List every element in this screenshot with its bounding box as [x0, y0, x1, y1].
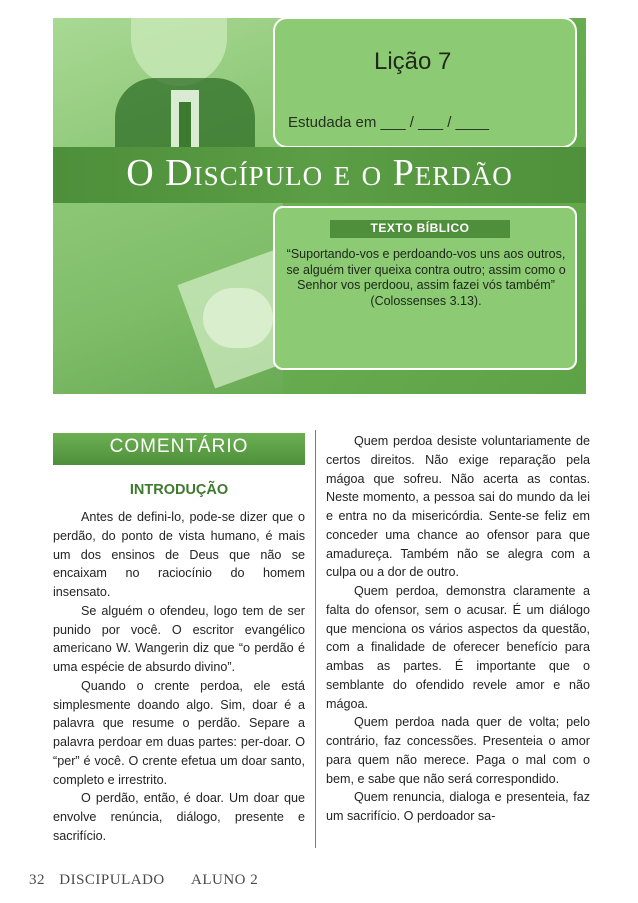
bible-quote — [282, 247, 570, 309]
lesson-number: Lição 7 — [374, 48, 452, 75]
level-name: ALUNO 2 — [191, 872, 259, 888]
page-footer — [29, 872, 258, 889]
paragraph: Quem perdoa nada quer de volta; pelo contrário, faz concessões. Presenteia o amor para quem não merece. Paga o mal com o bem, e sabe que não será correspondido. — [326, 715, 590, 786]
studied-date-line: Estudada em ___ / ___ / ____ — [288, 114, 489, 131]
paragraph: Quem perdoa, demonstra claramente a falta do ofensor, sem o acusar. É um diálogo que menciona os vários aspectos da questão, com a finalidade de oferecer benefício para ambas as partes. É importante que o semblante do ofendido revele amor e não mágoa. — [326, 584, 590, 711]
column-divider — [315, 430, 316, 848]
paragraph: Quem perdoa desiste voluntariamente de certos direitos. Não exige reparação pela mágoa que sofreu. Não acerta as contas. Neste momento, a pessoa sai do mundo da lei e entra no da misericórdia. Sente-se feliz em conceder uma chance ao ofensor para que amadureça. Também não se alegra com a culpa ou a dor de outro. — [326, 434, 590, 580]
left-column — [53, 508, 305, 846]
intro-heading: INTRODUÇÃO — [129, 482, 229, 498]
header-photo — [53, 18, 283, 394]
bible-quote-text: “Suportando-vos e perdoando-vos uns aos outros, se alguém tiver queixa contra outro; assim como o Senhor vos perdoou, assim fazei vós também” — [286, 247, 566, 292]
paragraph: Quando o crente perdoa, ele está simplesmente doando algo. Sim, doar é a palavra que resume o perdão. Separe a palavra perdoar em duas partes: per-doar. O “per” é você. O crente efetua um doar santo, completo e irrestrito. — [53, 678, 305, 787]
comment-heading: COMENTÁRIO — [109, 436, 249, 457]
paragraph: Antes de defini-lo, pode-se dizer que o perdão, do ponto de vista humano, é mais um dos ensinos de Deus que não se encaixam no raciocínio do homem insensato. — [53, 510, 305, 599]
paragraph: O perdão, então, é doar. Um doar que envolve renúncia, diálogo, presente e sacrifício. — [53, 791, 305, 843]
page-number: 32 — [29, 872, 45, 888]
bible-reference: (Colossenses 3.13). — [370, 293, 482, 308]
book-name: DISCIPULADO — [59, 872, 165, 888]
page-title: O Discípulo e o Perdão — [126, 152, 513, 194]
right-column — [326, 432, 590, 826]
paragraph: Quem renuncia, dialoga e presenteia, faz um sacrifício. O perdoador sa- — [326, 790, 590, 823]
paragraph: Se alguém o ofendeu, logo tem de ser punido por você. O escritor evangélico americano W. Wangerin diz que “o perdão é uma espécie de absurdo divino”. — [53, 603, 305, 674]
bible-label: TEXTO BÍBLICO — [370, 221, 470, 235]
